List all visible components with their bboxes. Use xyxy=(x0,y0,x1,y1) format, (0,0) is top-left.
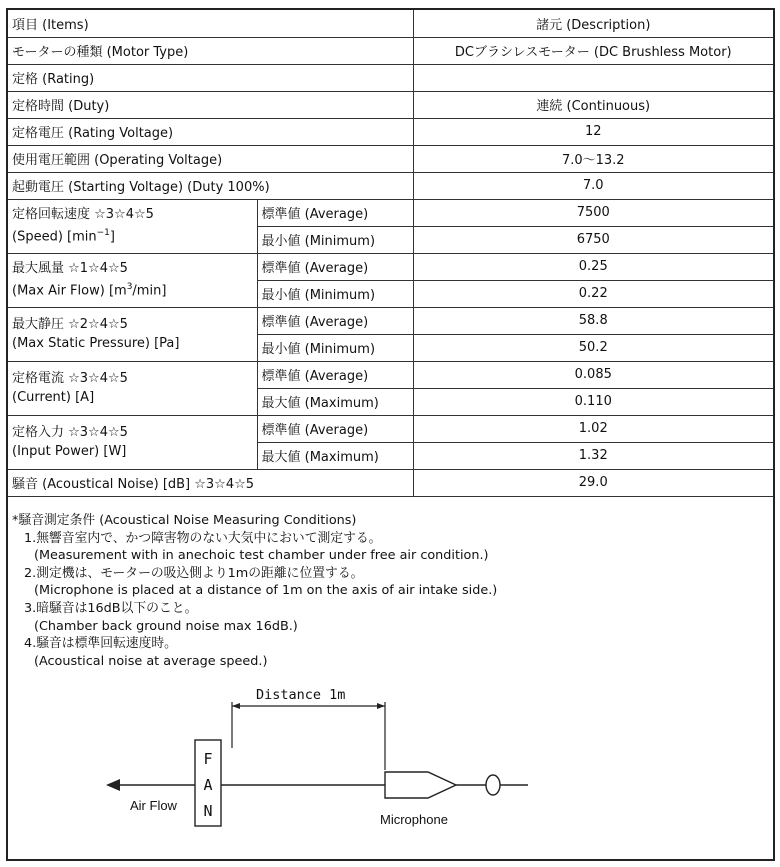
header-item: 項目 (Items) xyxy=(8,10,413,37)
current-sub-label: 標準値 (Average) xyxy=(257,361,413,388)
input-power-sub-label: 最大値 (Maximum) xyxy=(257,442,413,469)
row-value: 7.0 xyxy=(413,172,773,199)
static-pressure-sub-label: 最小値 (Minimum) xyxy=(257,334,413,361)
air-flow-label-jp: 最大風量 ☆1☆4☆5 xyxy=(12,261,128,277)
air-flow-label-en: (Max Air Flow) $[m^3/\min]$ xyxy=(12,282,167,299)
note-en: (Microphone is placed at a distance of 1m on the axis of air intake side.) xyxy=(34,583,498,599)
table-row xyxy=(8,253,773,280)
static-pressure-value: 50.2 xyxy=(413,334,773,361)
noise-measuring-notes xyxy=(12,512,767,670)
current-label xyxy=(8,361,257,415)
row-value: 29.0 xyxy=(413,469,773,496)
current-sub-label: 最大値 (Maximum) xyxy=(257,388,413,415)
air-flow-sub-label: 標準値 (Average) xyxy=(257,253,413,280)
row-label: 騒音 (Acoustical Noise) [dB] ☆3☆4☆5 xyxy=(8,469,413,496)
air-flow-label: Air Flow xyxy=(130,798,177,813)
row-value xyxy=(413,64,773,91)
input-power-label xyxy=(8,415,257,469)
note-en: (Measurement with in anechoic test chamber under free air condition.) xyxy=(34,548,489,564)
input-power-label-jp: 定格入力 ☆3☆4☆5 xyxy=(12,425,128,440)
note-en: (Acoustical noise at average speed.) xyxy=(34,653,268,669)
row-label: 定格 (Rating) xyxy=(8,64,413,91)
note-jp: 4.騒音は標準回転速度時。 xyxy=(24,636,177,652)
table-row xyxy=(8,361,773,388)
note-jp: 1.無響音室内で、かつ障害物のない大気中において測定する。 xyxy=(24,530,382,546)
table-row xyxy=(8,415,773,442)
static-pressure-sub-label: 標準値 (Average) xyxy=(257,307,413,334)
current-label-jp: 定格電流 ☆3☆4☆5 xyxy=(12,371,128,386)
note-jp: 2.測定機は、モーターの吸込側より1mの距離に位置する。 xyxy=(24,565,364,581)
input-power-sub-label: 標準値 (Average) xyxy=(257,415,413,442)
air-flow-value: 0.25 xyxy=(413,253,773,280)
fan-letter: A xyxy=(203,776,213,794)
row-value: 連続 (Continuous) xyxy=(413,91,773,118)
current-value: 0.110 xyxy=(413,388,773,415)
table-row xyxy=(8,199,773,226)
measurement-diagram xyxy=(8,678,773,858)
notes-title: *騒音測定条件 (Acoustical Noise Measuring Conditions) xyxy=(12,513,357,528)
microphone-label: Microphone xyxy=(380,812,448,827)
table-header xyxy=(8,10,773,37)
microphone-icon xyxy=(385,772,456,798)
static-pressure-label-jp: 最大静圧 ☆2☆4☆5 xyxy=(12,317,128,332)
speed-value: 6750 xyxy=(413,226,773,253)
air-flow-value: 0.22 xyxy=(413,280,773,307)
table-row xyxy=(8,172,773,199)
dimension-arrow-left-icon xyxy=(232,703,240,709)
speed-label-en: (Speed) $[\min^{-1}]$ xyxy=(12,228,115,245)
row-label: 起動電圧 (Starting Voltage) (Duty 100%) xyxy=(8,172,413,199)
current-label-en: (Current) [A] xyxy=(12,390,95,405)
input-power-value: 1.02 xyxy=(413,415,773,442)
fan-letter: N xyxy=(203,802,213,820)
input-power-value: 1.32 xyxy=(413,442,773,469)
table-row xyxy=(8,64,773,91)
table-row xyxy=(8,91,773,118)
fan-letter: F xyxy=(203,750,213,768)
row-label: 定格時間 (Duty) xyxy=(8,91,413,118)
distance-label: Distance 1m xyxy=(256,687,346,703)
row-value: 12 xyxy=(413,118,773,145)
input-power-label-en: (Input Power) [W] xyxy=(12,444,127,459)
table-row xyxy=(8,307,773,334)
row-label: モーターの種類 (Motor Type) xyxy=(8,37,413,64)
speed-label-jp: 定格回転速度 ☆3☆4☆5 xyxy=(12,207,154,223)
row-value: 7.0～13.2 xyxy=(413,145,773,172)
table-row xyxy=(8,37,773,64)
table-row xyxy=(8,118,773,145)
spec-sheet xyxy=(6,8,775,861)
note-en: (Chamber back ground noise max 16dB.) xyxy=(34,618,298,634)
note-jp: 3.暗騒音は16dB以下のこと。 xyxy=(24,600,198,616)
row-value: DCブラシレスモーター (DC Brushless Motor) xyxy=(413,37,773,64)
cable-ring-icon xyxy=(486,775,500,795)
speed-sub-label: 標準値 (Average) xyxy=(257,199,413,226)
spec-table xyxy=(8,10,773,497)
current-value: 0.085 xyxy=(413,361,773,388)
static-pressure-label-en: (Max Static Pressure) [Pa] xyxy=(12,336,180,351)
table-row xyxy=(8,145,773,172)
speed-value: 7500 xyxy=(413,199,773,226)
air-flow-arrow-icon xyxy=(106,779,120,791)
table-row xyxy=(8,469,773,496)
speed-sub-label: 最小値 (Minimum) xyxy=(257,226,413,253)
dimension-arrow-right-icon xyxy=(377,703,385,709)
air-flow-sub-label: 最小値 (Minimum) xyxy=(257,280,413,307)
air-flow-label xyxy=(8,253,257,307)
row-label: 定格電圧 (Rating Voltage) xyxy=(8,118,413,145)
static-pressure-label xyxy=(8,307,257,361)
static-pressure-value: 58.8 xyxy=(413,307,773,334)
row-label: 使用電圧範囲 (Operating Voltage) xyxy=(8,145,413,172)
header-description: 諸元 (Description) xyxy=(413,10,773,37)
speed-label xyxy=(8,199,257,253)
